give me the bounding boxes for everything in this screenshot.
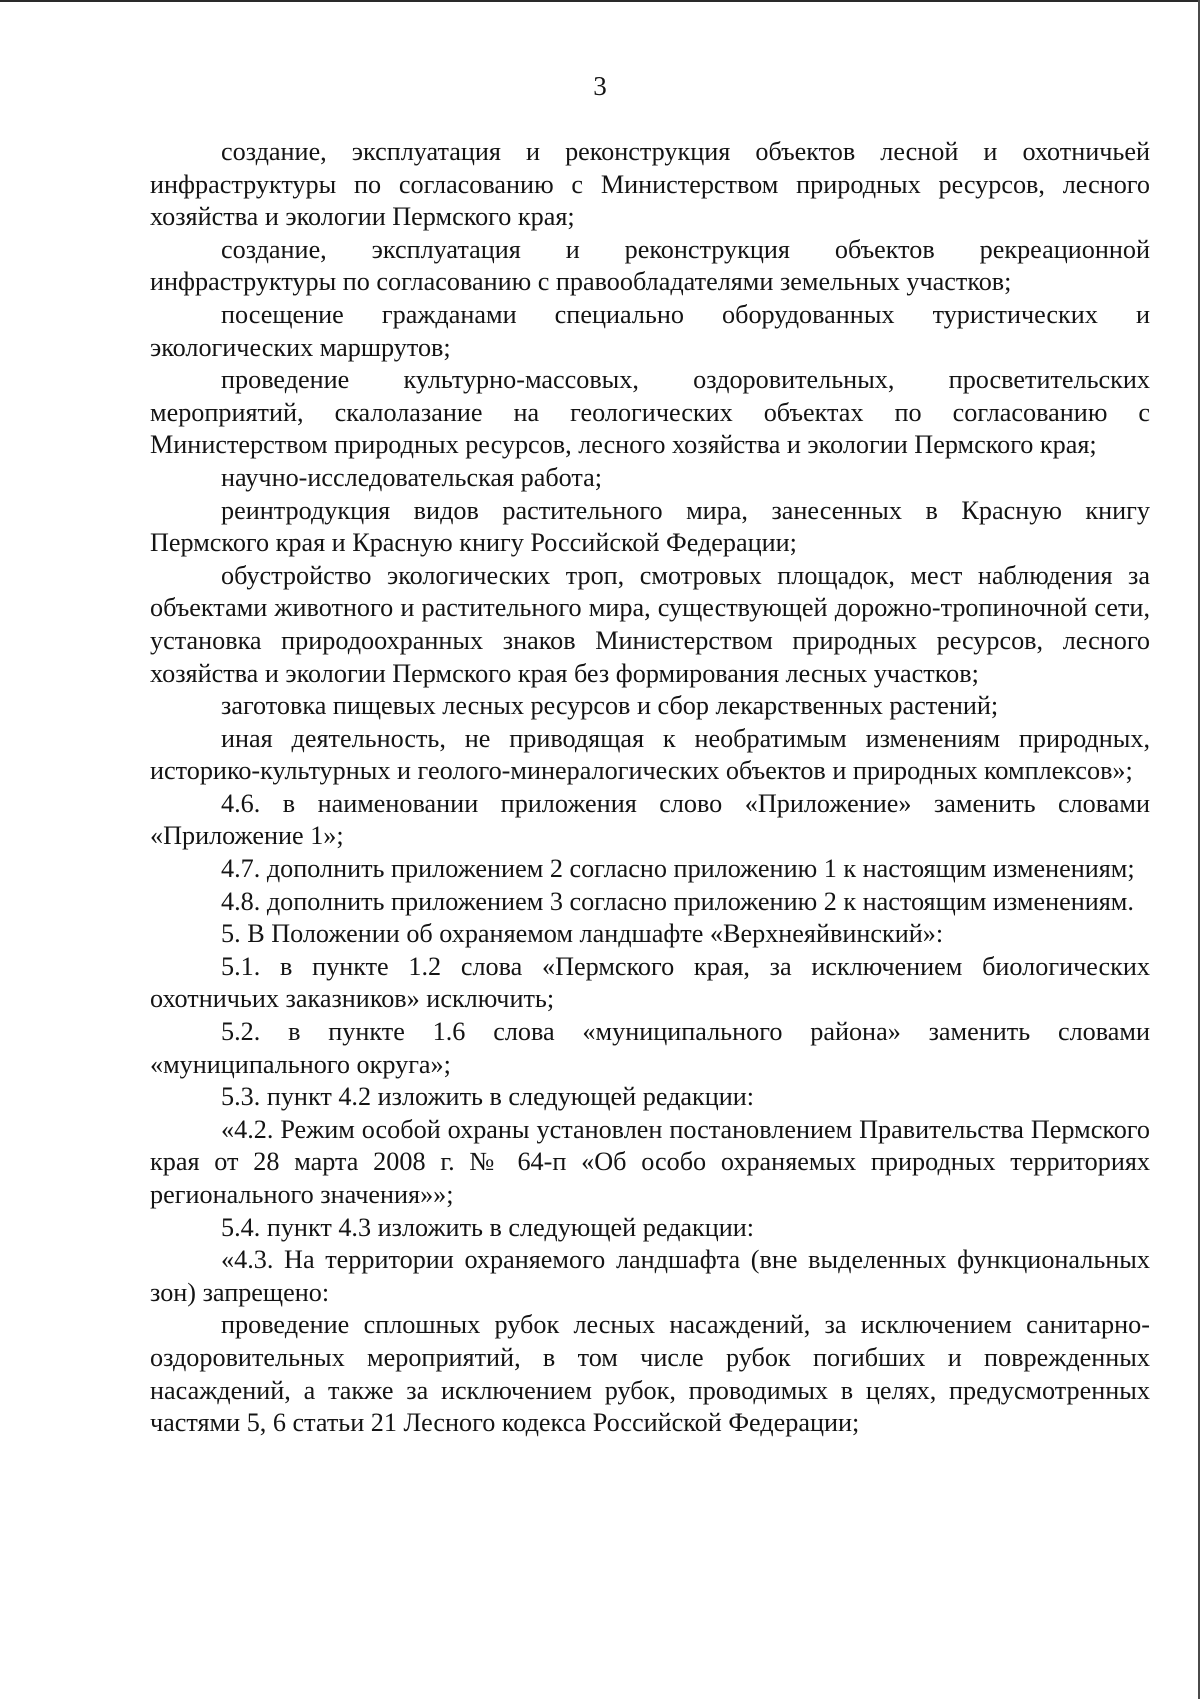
paragraph: 5.4. пункт 4.3 изложить в следующей редакции: xyxy=(221,1212,755,1242)
paragraph: 4.8. дополнить приложением 3 согласно приложению 2 к настоящим изменениям. xyxy=(221,886,1134,916)
paragraph: 5.1. в пункте 1.2 слова «Пермского края, за исключением биологических охотничьих заказников» исключить; xyxy=(150,951,1150,1014)
paragraph: создание, эксплуатация и реконструкция объектов рекреационной инфраструктуры по согласованию с правообладателями земельных участков; xyxy=(150,234,1150,297)
paragraph: обустройство экологических троп, смотровых площадок, мест наблюдения за объектами животного и растительного мира, существующей дорожно-тропиночной сети, установка природоохранных знаков Министерством природных ресурсов, лесного хозяйства и экологии Пермского края без формирования лесных участков; xyxy=(150,560,1150,688)
page-number: 3 xyxy=(593,71,607,101)
paragraph: создание, эксплуатация и реконструкция объектов лесной и охотничьей инфраструктуры по согласованию с Министерством природных ресурсов, лесного хозяйства и экологии Пермского края; xyxy=(150,137,1150,232)
paragraph: 4.7. дополнить приложением 2 согласно приложению 1 к настоящим изменениям; xyxy=(221,854,1135,884)
paragraph: посещение гражданами специально оборудованных туристических и экологических маршрутов; xyxy=(150,299,1150,362)
document-body xyxy=(150,136,1150,1440)
paragraph: реинтродукция видов растительного мира, занесенных в Красную книгу Пермского края и Красную книгу Российской Федерации; xyxy=(150,495,1150,558)
paragraph: заготовка пищевых лесных ресурсов и сбор лекарственных растений; xyxy=(221,691,999,721)
paragraph: проведение культурно-массовых, оздоровительных, просветительских мероприятий, скалолазание на геологических объектах по согласованию с Министерством природных ресурсов, лесного хозяйства и экологии Пермского края; xyxy=(150,365,1150,460)
paragraph: «4.3. На территории охраняемого ландшафта (вне выделенных функциональных зон) запрещено: xyxy=(150,1245,1150,1307)
paragraph: 5. В Положении об охраняемом ландшафте «Верхнеяйвинский»: xyxy=(221,919,944,949)
paragraph: «4.2. Режим особой охраны установлен постановлением Правительства Пермского края от 28 марта 2008 г. № 64-п «Об особо охраняемых природных территориях регионального значения»»; xyxy=(150,1114,1150,1209)
scan-edge-top xyxy=(0,0,1200,2)
paragraph: научно-исследовательская работа; xyxy=(221,462,603,492)
paragraph: 5.2. в пункте 1.6 слова «муниципального района» заменить словами «муниципального округа»; xyxy=(150,1017,1150,1079)
paragraph: 5.3. пункт 4.2 изложить в следующей редакции: xyxy=(221,1082,755,1112)
paragraph: проведение сплошных рубок лесных насаждений, за исключением санитарно-оздоровительных мероприятий, в том числе рубок погибших и поврежденных насаждений, а также за исключением рубок, проводимых в целях, предусмотренных частями 5, 6 статьи 21 Лесного кодекса Российской Федерации; xyxy=(150,1310,1150,1438)
paragraph: иная деятельность, не приводящая к необратимым изменениям природных, историко-культурных и геолого-минералогических объектов и природных комплексов»; xyxy=(150,723,1150,786)
paragraph: 4.6. в наименовании приложения слово «Приложение» заменить словами «Приложение 1»; xyxy=(150,788,1150,851)
